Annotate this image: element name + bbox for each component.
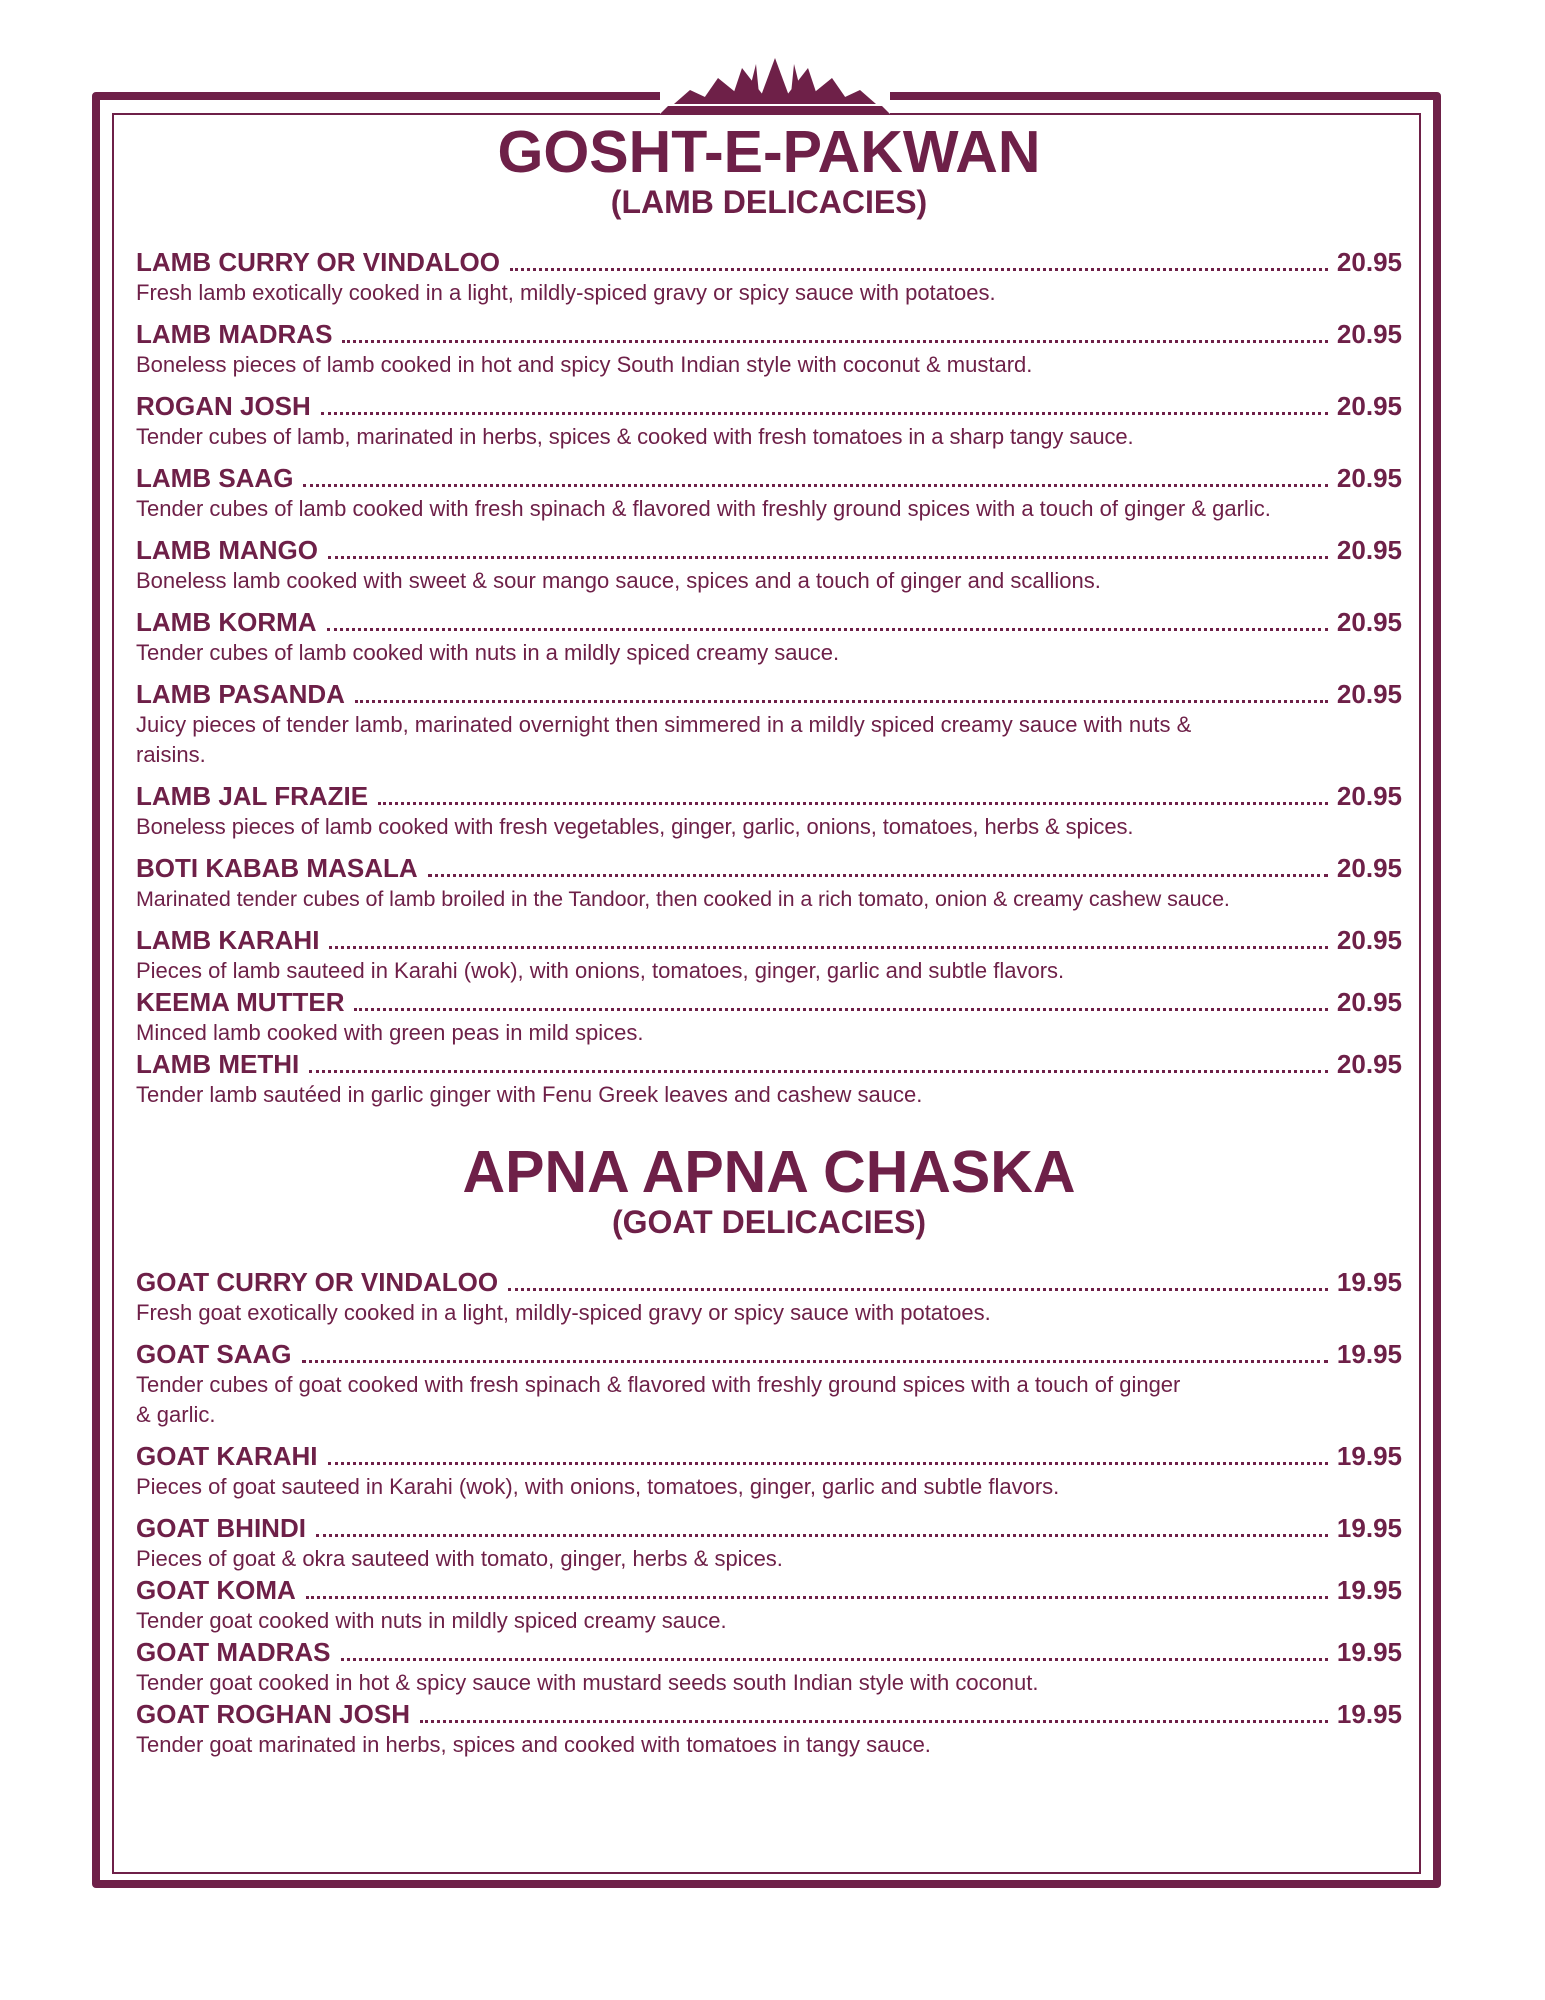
dot-leader xyxy=(328,556,1328,559)
item-name: LAMB METHI xyxy=(136,1049,300,1079)
item-price: 19.95 xyxy=(1336,1637,1402,1667)
item-price: 19.95 xyxy=(1336,1699,1402,1729)
item-price: 20.95 xyxy=(1336,987,1402,1017)
item-name: LAMB PASANDA xyxy=(136,679,345,709)
item-name: GOAT KOMA xyxy=(136,1575,296,1605)
menu-item xyxy=(136,1512,1402,1574)
dot-leader xyxy=(508,1288,1328,1291)
dot-leader xyxy=(341,1658,1328,1661)
item-price: 19.95 xyxy=(1336,1267,1402,1297)
item-description: Pieces of goat sauteed in Karahi (wok), with onions, tomatoes, ginger, garlic and subtle flavors. xyxy=(136,1474,1060,1499)
item-price: 20.95 xyxy=(1336,319,1402,349)
item-description: Marinated tender cubes of lamb broiled in the Tandoor, then cooked in a rich tomato, onion & creamy cashew sauce. xyxy=(136,887,1230,911)
menu-item xyxy=(136,534,1402,596)
item-name: GOAT MADRAS xyxy=(136,1637,331,1667)
item-name: ROGAN JOSH xyxy=(136,391,311,421)
item-description: Boneless pieces of lamb cooked in hot and spicy South Indian style with coconut & mustard. xyxy=(136,352,1033,377)
lamb-section xyxy=(136,120,1402,1110)
dot-leader xyxy=(420,1720,1328,1723)
dot-leader xyxy=(510,268,1328,271)
dot-leader xyxy=(309,1070,1328,1073)
menu-item xyxy=(136,1048,1402,1110)
item-description: Tender cubes of lamb cooked with fresh spinach & flavored with freshly ground spices with a touch of ginger & garlic. xyxy=(136,496,1271,521)
item-price: 20.95 xyxy=(1336,391,1402,421)
item-price: 20.95 xyxy=(1336,247,1402,277)
dot-leader xyxy=(328,1462,1328,1465)
menu-item xyxy=(136,852,1402,914)
item-price: 20.95 xyxy=(1336,463,1402,493)
item-name: GOAT BHINDI xyxy=(136,1513,306,1543)
item-name: BOTI KABAB MASALA xyxy=(136,853,418,883)
item-description: Fresh goat exotically cooked in a light, mildly-spiced gravy or spicy sauce with potatoes. xyxy=(136,1300,991,1325)
item-description: Tender cubes of goat cooked with fresh spinach & flavored with freshly ground spices with a touch of ginger & garlic. xyxy=(136,1372,1181,1427)
goat-section xyxy=(136,1140,1402,1760)
item-price: 20.95 xyxy=(1336,1049,1402,1079)
item-description: Tender goat marinated in herbs, spices and cooked with tomatoes in tangy sauce. xyxy=(136,1732,931,1757)
item-description: Boneless pieces of lamb cooked with fresh vegetables, ginger, garlic, onions, tomatoes, herbs & spices. xyxy=(136,814,1134,839)
item-description: Tender lamb sautéed in garlic ginger with Fenu Greek leaves and cashew sauce. xyxy=(136,1082,923,1107)
item-price: 20.95 xyxy=(1336,679,1402,709)
item-description: Pieces of lamb sauteed in Karahi (wok), with onions, tomatoes, ginger, garlic and subtle flavors. xyxy=(136,958,1065,983)
menu-item xyxy=(136,1440,1402,1502)
section-title: APNA APNA CHASKA xyxy=(462,1139,1076,1205)
item-price: 19.95 xyxy=(1336,1513,1402,1543)
menu-item xyxy=(136,390,1402,452)
menu-item xyxy=(136,246,1402,308)
menu-item xyxy=(136,678,1402,770)
dot-leader xyxy=(378,802,1328,805)
menu-item xyxy=(136,1338,1402,1430)
menu-item xyxy=(136,462,1402,524)
dot-leader xyxy=(354,1008,1328,1011)
item-description: Fresh lamb exotically cooked in a light, mildly-spiced gravy or spicy sauce with potatoes. xyxy=(136,280,996,305)
menu-item xyxy=(136,986,1402,1048)
dot-leader xyxy=(355,700,1328,703)
item-price: 19.95 xyxy=(1336,1575,1402,1605)
item-description: Tender goat cooked with nuts in mildly spiced creamy sauce. xyxy=(136,1608,727,1633)
menu-item xyxy=(136,1698,1402,1760)
dot-leader xyxy=(303,484,1328,487)
item-price: 20.95 xyxy=(1336,781,1402,811)
item-description: Boneless lamb cooked with sweet & sour mango sauce, spices and a touch of ginger and scallions. xyxy=(136,568,1101,593)
section-subtitle: (LAMB DELICACIES) xyxy=(610,184,928,220)
menu-item xyxy=(136,1636,1402,1698)
dot-leader xyxy=(428,874,1328,877)
dot-leader xyxy=(306,1596,1328,1599)
section-title: GOSHT-E-PAKWAN xyxy=(497,119,1041,185)
item-price: 20.95 xyxy=(1336,925,1402,955)
item-description: Juicy pieces of tender lamb, marinated overnight then simmered in a mildly spiced creamy sauce with nuts & raisins. xyxy=(136,712,1192,767)
item-name: LAMB MADRAS xyxy=(136,319,333,349)
menu-item xyxy=(136,1266,1402,1328)
item-price: 19.95 xyxy=(1336,1339,1402,1369)
item-name: LAMB KORMA xyxy=(136,607,317,637)
item-name: LAMB CURRY OR VINDALOO xyxy=(136,247,500,277)
item-name: GOAT ROGHAN JOSH xyxy=(136,1699,410,1729)
menu-item xyxy=(136,780,1402,842)
item-description: Pieces of goat & okra sauteed with tomato, ginger, herbs & spices. xyxy=(136,1546,783,1571)
dot-leader xyxy=(342,340,1328,343)
item-description: Tender cubes of lamb cooked with nuts in a mildly spiced creamy sauce. xyxy=(136,640,840,665)
item-name: LAMB SAAG xyxy=(136,463,294,493)
item-name: GOAT SAAG xyxy=(136,1339,292,1369)
item-description: Minced lamb cooked with green peas in mild spices. xyxy=(136,1020,644,1045)
dot-leader xyxy=(327,628,1328,631)
item-price: 20.95 xyxy=(1336,535,1402,565)
menu-item xyxy=(136,924,1402,986)
item-description: Tender goat cooked in hot & spicy sauce with mustard seeds south Indian style with coconut. xyxy=(136,1670,1039,1695)
item-name: GOAT KARAHI xyxy=(136,1441,318,1471)
menu-content xyxy=(136,120,1402,1760)
item-description: Tender cubes of lamb, marinated in herbs, spices & cooked with fresh tomatoes in a sharp tangy sauce. xyxy=(136,424,1134,449)
dot-leader xyxy=(302,1360,1328,1363)
dot-leader xyxy=(321,412,1328,415)
sunburst-icon xyxy=(660,58,890,114)
item-name: LAMB MANGO xyxy=(136,535,318,565)
menu-item xyxy=(136,318,1402,380)
item-price: 19.95 xyxy=(1336,1441,1402,1471)
item-price: 20.95 xyxy=(1336,853,1402,883)
menu-item xyxy=(136,606,1402,668)
item-price: 20.95 xyxy=(1336,607,1402,637)
dot-leader xyxy=(316,1534,1328,1537)
item-name: LAMB KARAHI xyxy=(136,925,320,955)
item-name: KEEMA MUTTER xyxy=(136,987,345,1017)
item-name: GOAT CURRY OR VINDALOO xyxy=(136,1267,499,1297)
menu-item xyxy=(136,1574,1402,1636)
dot-leader xyxy=(329,946,1328,949)
item-name: LAMB JAL FRAZIE xyxy=(136,781,369,811)
section-subtitle: (GOAT DELICACIES) xyxy=(611,1204,927,1240)
